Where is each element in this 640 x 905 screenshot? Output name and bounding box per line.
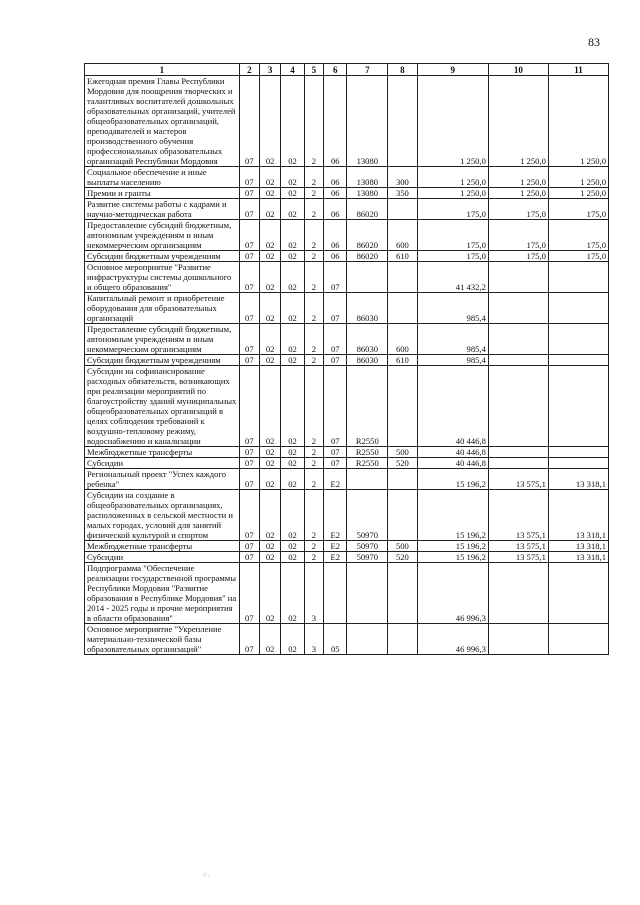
- table-row: [85, 293, 609, 324]
- table-cell: 02: [281, 76, 304, 167]
- row-name-cell: Субсидии бюджетным учреждениям: [85, 251, 240, 262]
- table-cell: 13080: [347, 167, 388, 188]
- table-row: [85, 76, 609, 167]
- table-cell: 13 575,1: [488, 469, 548, 490]
- table-cell: 50970: [347, 541, 388, 552]
- table-body: [85, 76, 609, 655]
- table-cell: 2: [304, 199, 323, 220]
- table-cell: 02: [281, 220, 304, 251]
- row-name-cell: Социальное обеспечение и иные выплаты населению: [85, 167, 240, 188]
- table-cell: 02: [281, 458, 304, 469]
- table-cell: 06: [324, 167, 347, 188]
- table-cell: 15 196,2: [417, 552, 488, 563]
- row-name-cell: Субсидии на создание в общеобразовательных организациях, расположенных в сельской местности и малых городах, условий для занятий физической культурой и спортом: [85, 490, 240, 541]
- table-cell: 86030: [347, 355, 388, 366]
- table-cell: [488, 624, 548, 655]
- budget-table: [84, 63, 609, 655]
- table-cell: 02: [281, 563, 304, 624]
- table-cell: 02: [281, 552, 304, 563]
- table-cell: [548, 355, 608, 366]
- table-row: [85, 366, 609, 447]
- table-cell: 02: [281, 469, 304, 490]
- table-cell: 46 996,3: [417, 624, 488, 655]
- column-header-10: 10: [488, 64, 548, 76]
- table-cell: [488, 447, 548, 458]
- table-cell: 350: [388, 188, 418, 199]
- table-cell: 175,0: [417, 199, 488, 220]
- table-cell: E2: [324, 490, 347, 541]
- table-cell: [488, 563, 548, 624]
- table-cell: [388, 199, 418, 220]
- table-cell: 07: [239, 199, 259, 220]
- table-cell: 07: [239, 188, 259, 199]
- table-cell: 02: [260, 76, 281, 167]
- table-row: [85, 458, 609, 469]
- table-cell: 175,0: [488, 199, 548, 220]
- table-cell: 06: [324, 199, 347, 220]
- table-cell: R2550: [347, 458, 388, 469]
- table-cell: [347, 262, 388, 293]
- table-cell: 02: [281, 490, 304, 541]
- table-cell: 2: [304, 188, 323, 199]
- table-cell: 985,4: [417, 293, 488, 324]
- row-name-cell: Подпрограмма "Обеспечение реализации государственной программы Республики Мордовия "Развитие образования в Республике Мордовия" на 2014 - 2025 годы и прочие мероприятия в области образования": [85, 563, 240, 624]
- table-cell: 46 996,3: [417, 563, 488, 624]
- footer-mark: ·;·.: [202, 872, 210, 878]
- table-cell: 86020: [347, 220, 388, 251]
- row-name-cell: Предоставление субсидий бюджетным, автономным учреждениям и иным некоммерческим организациям: [85, 324, 240, 355]
- table-cell: 02: [281, 541, 304, 552]
- table-cell: 06: [324, 220, 347, 251]
- table-row: [85, 355, 609, 366]
- row-name-cell: Субсидии на софинансирование расходных обязательств, возникающих при реализации мероприятий по благоустройству зданий муниципальных общеобразовательных организаций в целях соблюдения требований к воздушно-тепловому режиму, водоснабжению и канализации: [85, 366, 240, 447]
- table-cell: 07: [239, 552, 259, 563]
- table-row: [85, 188, 609, 199]
- table-cell: 2: [304, 355, 323, 366]
- table-cell: E2: [324, 541, 347, 552]
- table-cell: 13 318,1: [548, 552, 608, 563]
- table-cell: 02: [281, 624, 304, 655]
- column-header-5: 5: [304, 64, 323, 76]
- table-cell: 07: [324, 262, 347, 293]
- table-row: [85, 251, 609, 262]
- table-cell: 41 432,2: [417, 262, 488, 293]
- table-cell: [388, 76, 418, 167]
- table-cell: 02: [260, 355, 281, 366]
- table-cell: 2: [304, 220, 323, 251]
- table-cell: [347, 563, 388, 624]
- table-cell: [548, 366, 608, 447]
- table-cell: [347, 469, 388, 490]
- table-cell: 15 196,2: [417, 490, 488, 541]
- table-cell: 02: [281, 366, 304, 447]
- table-row: [85, 447, 609, 458]
- table-cell: 2: [304, 293, 323, 324]
- table-cell: 13 575,1: [488, 541, 548, 552]
- row-name-cell: Субсидии бюджетным учреждениям: [85, 355, 240, 366]
- column-header-8: 8: [388, 64, 418, 76]
- table-header-row: [85, 64, 609, 76]
- table-cell: 50970: [347, 552, 388, 563]
- table-row: [85, 167, 609, 188]
- table-cell: 300: [388, 167, 418, 188]
- table-cell: 02: [281, 447, 304, 458]
- table-cell: 2: [304, 324, 323, 355]
- table-cell: [548, 293, 608, 324]
- table-cell: 07: [239, 469, 259, 490]
- table-cell: 86020: [347, 199, 388, 220]
- table-cell: 175,0: [417, 220, 488, 251]
- table-cell: 02: [260, 563, 281, 624]
- table-cell: 05: [324, 624, 347, 655]
- column-header-9: 9: [417, 64, 488, 76]
- table-cell: [488, 262, 548, 293]
- table-cell: 02: [281, 355, 304, 366]
- table-cell: 2: [304, 366, 323, 447]
- table-cell: [488, 355, 548, 366]
- table-cell: 02: [260, 220, 281, 251]
- table-cell: 985,4: [417, 324, 488, 355]
- table-cell: [347, 624, 388, 655]
- table-cell: 02: [260, 490, 281, 541]
- table-cell: 07: [239, 447, 259, 458]
- table-cell: 02: [260, 458, 281, 469]
- table-cell: [388, 624, 418, 655]
- table-cell: [548, 262, 608, 293]
- row-name-cell: Премии и гранты: [85, 188, 240, 199]
- column-header-1: 1: [85, 64, 240, 76]
- table-cell: 2: [304, 458, 323, 469]
- row-name-cell: Межбюджетные трансферты: [85, 447, 240, 458]
- table-cell: 175,0: [548, 251, 608, 262]
- table-cell: 07: [239, 167, 259, 188]
- table-cell: E2: [324, 469, 347, 490]
- table-cell: 02: [260, 624, 281, 655]
- table-cell: 600: [388, 220, 418, 251]
- table-row: [85, 624, 609, 655]
- table-cell: 02: [260, 469, 281, 490]
- row-name-cell: Ежегодная премия Главы Республики Мордовия для поощрения творческих и талантливых воспитателей дошкольных образовательных организаций, учителей общеобразовательных организаций, преподавателей и мастеров производственного обучения профессиональных образовательных организаций Республики Мордовия: [85, 76, 240, 167]
- table-cell: 1 250,0: [488, 188, 548, 199]
- table-cell: 07: [324, 447, 347, 458]
- table-cell: 86030: [347, 324, 388, 355]
- table-cell: 02: [260, 324, 281, 355]
- table-cell: 02: [281, 199, 304, 220]
- column-header-2: 2: [239, 64, 259, 76]
- column-header-4: 4: [281, 64, 304, 76]
- table-cell: 175,0: [548, 220, 608, 251]
- table-cell: 3: [304, 624, 323, 655]
- table-cell: 1 250,0: [417, 76, 488, 167]
- row-name-cell: Межбюджетные трансферты: [85, 541, 240, 552]
- table-cell: 175,0: [417, 251, 488, 262]
- page-number: 83: [588, 35, 600, 49]
- table-cell: 13080: [347, 76, 388, 167]
- table-cell: 06: [324, 188, 347, 199]
- row-name-cell: Основное мероприятие "Укрепление материально-технической базы образовательных организаций": [85, 624, 240, 655]
- table-cell: [324, 563, 347, 624]
- table-cell: 02: [260, 199, 281, 220]
- table-cell: [388, 262, 418, 293]
- table-cell: 06: [324, 76, 347, 167]
- column-header-6: 6: [324, 64, 347, 76]
- row-name-cell: Субсидии: [85, 552, 240, 563]
- table-cell: [388, 563, 418, 624]
- table-cell: R2550: [347, 447, 388, 458]
- table-cell: [488, 324, 548, 355]
- table-cell: 600: [388, 324, 418, 355]
- table-row: [85, 324, 609, 355]
- table-cell: 13 575,1: [488, 490, 548, 541]
- table-cell: [548, 624, 608, 655]
- table-row: [85, 541, 609, 552]
- table-cell: 1 250,0: [548, 188, 608, 199]
- table-cell: 02: [281, 293, 304, 324]
- table-cell: 1 250,0: [417, 188, 488, 199]
- row-name-cell: Субсидии: [85, 458, 240, 469]
- table-cell: 07: [239, 355, 259, 366]
- table-cell: 50970: [347, 490, 388, 541]
- table-row: [85, 552, 609, 563]
- table-cell: [548, 563, 608, 624]
- table-cell: 02: [260, 293, 281, 324]
- table-cell: 2: [304, 447, 323, 458]
- table-cell: 2: [304, 262, 323, 293]
- row-name-cell: Основное мероприятие "Развитие инфраструктуры системы дошкольного и общего образования": [85, 262, 240, 293]
- table-cell: 40 446,8: [417, 458, 488, 469]
- table-cell: 02: [281, 251, 304, 262]
- table-cell: 2: [304, 541, 323, 552]
- table-cell: 175,0: [548, 199, 608, 220]
- table-cell: 07: [239, 262, 259, 293]
- table-cell: 07: [324, 293, 347, 324]
- table-cell: 07: [239, 76, 259, 167]
- table-cell: 02: [260, 552, 281, 563]
- column-header-11: 11: [548, 64, 608, 76]
- table-cell: 07: [239, 220, 259, 251]
- table-cell: [388, 293, 418, 324]
- table-cell: 07: [239, 563, 259, 624]
- table-cell: 07: [239, 541, 259, 552]
- table-cell: 610: [388, 355, 418, 366]
- table-cell: 2: [304, 251, 323, 262]
- table-cell: [488, 458, 548, 469]
- table-cell: 07: [239, 458, 259, 469]
- table-cell: 500: [388, 447, 418, 458]
- table-cell: 07: [239, 490, 259, 541]
- table-row: [85, 563, 609, 624]
- table-cell: 02: [260, 188, 281, 199]
- table-row: [85, 262, 609, 293]
- table-cell: 175,0: [488, 220, 548, 251]
- table-cell: [488, 293, 548, 324]
- table-cell: 2: [304, 552, 323, 563]
- table-cell: 02: [281, 262, 304, 293]
- table-cell: 1 250,0: [548, 76, 608, 167]
- table-cell: 02: [260, 251, 281, 262]
- table-cell: R2550: [347, 366, 388, 447]
- table-cell: 06: [324, 251, 347, 262]
- column-header-3: 3: [260, 64, 281, 76]
- table-cell: 86030: [347, 293, 388, 324]
- table-cell: 15 196,2: [417, 541, 488, 552]
- table-cell: 07: [324, 458, 347, 469]
- table-cell: E2: [324, 552, 347, 563]
- table-cell: 07: [324, 324, 347, 355]
- table-cell: [388, 469, 418, 490]
- table-cell: 02: [260, 366, 281, 447]
- table-cell: 07: [239, 251, 259, 262]
- table-row: [85, 199, 609, 220]
- table-cell: 07: [324, 355, 347, 366]
- table-cell: 07: [239, 366, 259, 447]
- table-row: [85, 220, 609, 251]
- table-row: [85, 469, 609, 490]
- column-header-7: 7: [347, 64, 388, 76]
- table-cell: 02: [260, 541, 281, 552]
- table-cell: [388, 366, 418, 447]
- table-cell: 40 446,8: [417, 447, 488, 458]
- table-cell: 15 196,2: [417, 469, 488, 490]
- table-cell: 13 575,1: [488, 552, 548, 563]
- table-cell: 40 446,8: [417, 366, 488, 447]
- table-cell: 520: [388, 552, 418, 563]
- table-cell: 02: [260, 447, 281, 458]
- table-cell: [548, 324, 608, 355]
- row-name-cell: Капитальный ремонт и приобретение оборудования для образовательных организаций: [85, 293, 240, 324]
- table-cell: 175,0: [488, 251, 548, 262]
- table-cell: 02: [281, 188, 304, 199]
- row-name-cell: Развитие системы работы с кадрами и научно-методическая работа: [85, 199, 240, 220]
- table-cell: 2: [304, 167, 323, 188]
- table-cell: 610: [388, 251, 418, 262]
- table-cell: 13 318,1: [548, 469, 608, 490]
- table-cell: 520: [388, 458, 418, 469]
- table-cell: 02: [281, 167, 304, 188]
- table-cell: 13 318,1: [548, 490, 608, 541]
- table-cell: 86020: [347, 251, 388, 262]
- table-cell: [388, 490, 418, 541]
- table-cell: 3: [304, 563, 323, 624]
- table-cell: 13 318,1: [548, 541, 608, 552]
- row-name-cell: Региональный проект "Успех каждого ребенка": [85, 469, 240, 490]
- table-cell: [488, 366, 548, 447]
- table-cell: 1 250,0: [548, 167, 608, 188]
- table-cell: 07: [324, 366, 347, 447]
- table-cell: 07: [239, 624, 259, 655]
- row-name-cell: Предоставление субсидий бюджетным, автономным учреждениям и иным некоммерческим организациям: [85, 220, 240, 251]
- table-cell: 500: [388, 541, 418, 552]
- table-cell: 2: [304, 469, 323, 490]
- table-cell: 02: [281, 324, 304, 355]
- table-row: [85, 490, 609, 541]
- table-cell: [548, 447, 608, 458]
- table-cell: 1 250,0: [488, 167, 548, 188]
- table-cell: 02: [260, 167, 281, 188]
- table-cell: 1 250,0: [417, 167, 488, 188]
- table-cell: 07: [239, 293, 259, 324]
- table-cell: 02: [260, 262, 281, 293]
- table-cell: 07: [239, 324, 259, 355]
- table-cell: 2: [304, 490, 323, 541]
- table-cell: 13080: [347, 188, 388, 199]
- table-cell: 2: [304, 76, 323, 167]
- table-cell: [548, 458, 608, 469]
- table-cell: 1 250,0: [488, 76, 548, 167]
- table-cell: 985,4: [417, 355, 488, 366]
